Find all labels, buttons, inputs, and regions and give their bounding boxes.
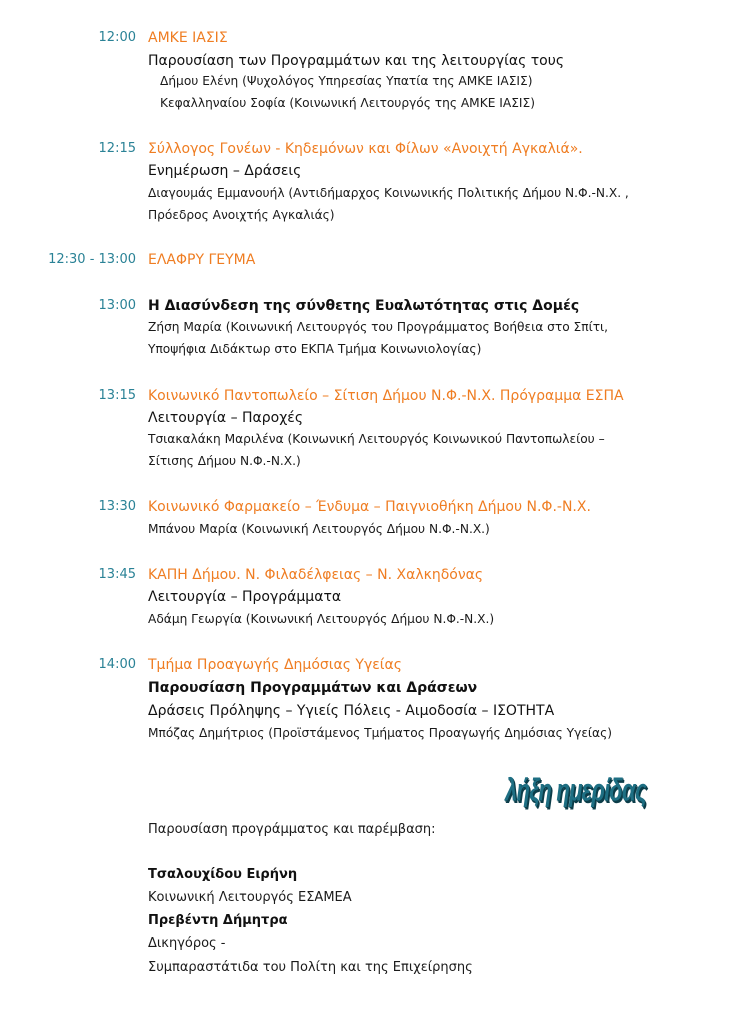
session-time: 13:30 <box>98 499 136 514</box>
closing-banner: λήξη ημερίδας <box>505 773 646 808</box>
session-topic: Η Διασύνδεση της σύνθετης Ευαλωτότητας στις Δομές <box>148 298 580 314</box>
session-topic: Λειτουργία – Παροχές <box>148 410 304 426</box>
session-topic: Ενημέρωση – Δράσεις <box>148 163 302 179</box>
lunch-break-label: ΕΛΑΦΡΥ ΓΕΥΜΑ <box>148 252 256 268</box>
session-organization: Σύλλογος Γονέων - Κηδεμόνων και Φίλων «Ανοιχτή Αγκαλιά». <box>148 141 583 157</box>
session-time: 14:00 <box>98 657 136 672</box>
session-speaker: Κεφαλληναίου Σοφία (Κοινωνική Λειτουργός της ΑΜΚΕ ΙΑΣΙΣ) <box>160 96 535 110</box>
session-topic: Παρουσίαση Προγραμμάτων και Δράσεων <box>148 680 478 696</box>
session-time: 13:45 <box>98 567 136 582</box>
footer-person-role: Κοινωνική Λειτουργός ΕΣΑΜΕΑ <box>148 890 352 905</box>
session-speaker: Διαγουμάς Εμμανουήλ (Αντιδήμαρχος Κοινωνικής Πολιτικής Δήμου Ν.Φ.-Ν.Χ. , <box>148 186 629 200</box>
session-speaker: Μπόζας Δημήτριος (Προϊστάμενος Τμήματος Προαγωγής Δημόσιας Υγείας) <box>148 726 612 740</box>
session-time: 13:15 <box>98 388 136 403</box>
session-organization: ΚΑΠΗ Δήμου. Ν. Φιλαδέλφειας – Ν. Χαλκηδόνας <box>148 567 484 583</box>
session-time: 12:30 - 13:00 <box>48 252 136 267</box>
session-topic: Λειτουργία – Προγράμματα <box>148 589 342 605</box>
session-organization: ΑΜΚΕ ΙΑΣΙΣ <box>148 30 228 46</box>
session-organization: Τμήμα Προαγωγής Δημόσιας Υγείας <box>148 657 402 673</box>
session-time: 13:00 <box>98 298 136 313</box>
session-organization: Κοινωνικό Φαρμακείο – Ένδυμα – Παιγνιοθήκη Δήμου Ν.Φ.-Ν.Χ. <box>148 499 591 515</box>
session-speaker: Υποψήφια Διδάκτωρ στο ΕΚΠΑ Τμήμα Κοινωνιολογίας) <box>148 342 482 356</box>
footer-person-role: Δικηγόρος - <box>148 936 226 951</box>
session-speaker: Ζήση Μαρία (Κοινωνική Λειτουργός του Προγράμματος Βοήθεια στο Σπίτι, <box>148 320 609 334</box>
session-speaker: Αδάμη Γεωργία (Κοινωνική Λειτουργός Δήμου Ν.Φ.-Ν.Χ.) <box>148 612 495 626</box>
session-speaker: Σίτισης Δήμου Ν.Φ.-Ν.Χ.) <box>148 454 301 468</box>
session-time: 12:00 <box>98 30 136 45</box>
session-speaker: Τσιακαλάκη Μαριλένα (Κοινωνική Λειτουργός Κοινωνικού Παντοπωλείου – <box>148 432 605 446</box>
session-time: 12:15 <box>98 141 136 156</box>
session-organization: Κοινωνικό Παντοπωλείο – Σίτιση Δήμου Ν.Φ.-Ν.Χ. Πρόγραμμα ΕΣΠΑ <box>148 388 624 404</box>
footer-person-name: Πρεβέντη Δήμητρα <box>148 913 288 928</box>
session-subtopic: Δράσεις Πρόληψης – Υγιείς Πόλεις - Αιμοδοσία – ΙΣΟΤΗΤΑ <box>148 703 555 719</box>
session-speaker: Πρόεδρος Ανοιχτής Αγκαλιάς) <box>148 208 335 222</box>
footer-intro: Παρουσίαση προγράμματος και παρέμβαση: <box>148 822 436 837</box>
session-speaker: Δήμου Ελένη (Ψυχολόγος Υπηρεσίας Υπατία της ΑΜΚΕ ΙΑΣΙΣ) <box>160 74 533 88</box>
footer-person-name: Τσαλουχίδου Ειρήνη <box>148 867 298 882</box>
session-speaker: Μπάνου Μαρία (Κοινωνική Λειτουργός Δήμου Ν.Φ.-Ν.Χ.) <box>148 522 490 536</box>
session-topic: Παρουσίαση των Προγραμμάτων και της λειτουργίας τους <box>148 53 565 69</box>
footer-person-role: Συμπαραστάτιδα του Πολίτη και της Επιχείρησης <box>148 960 473 975</box>
